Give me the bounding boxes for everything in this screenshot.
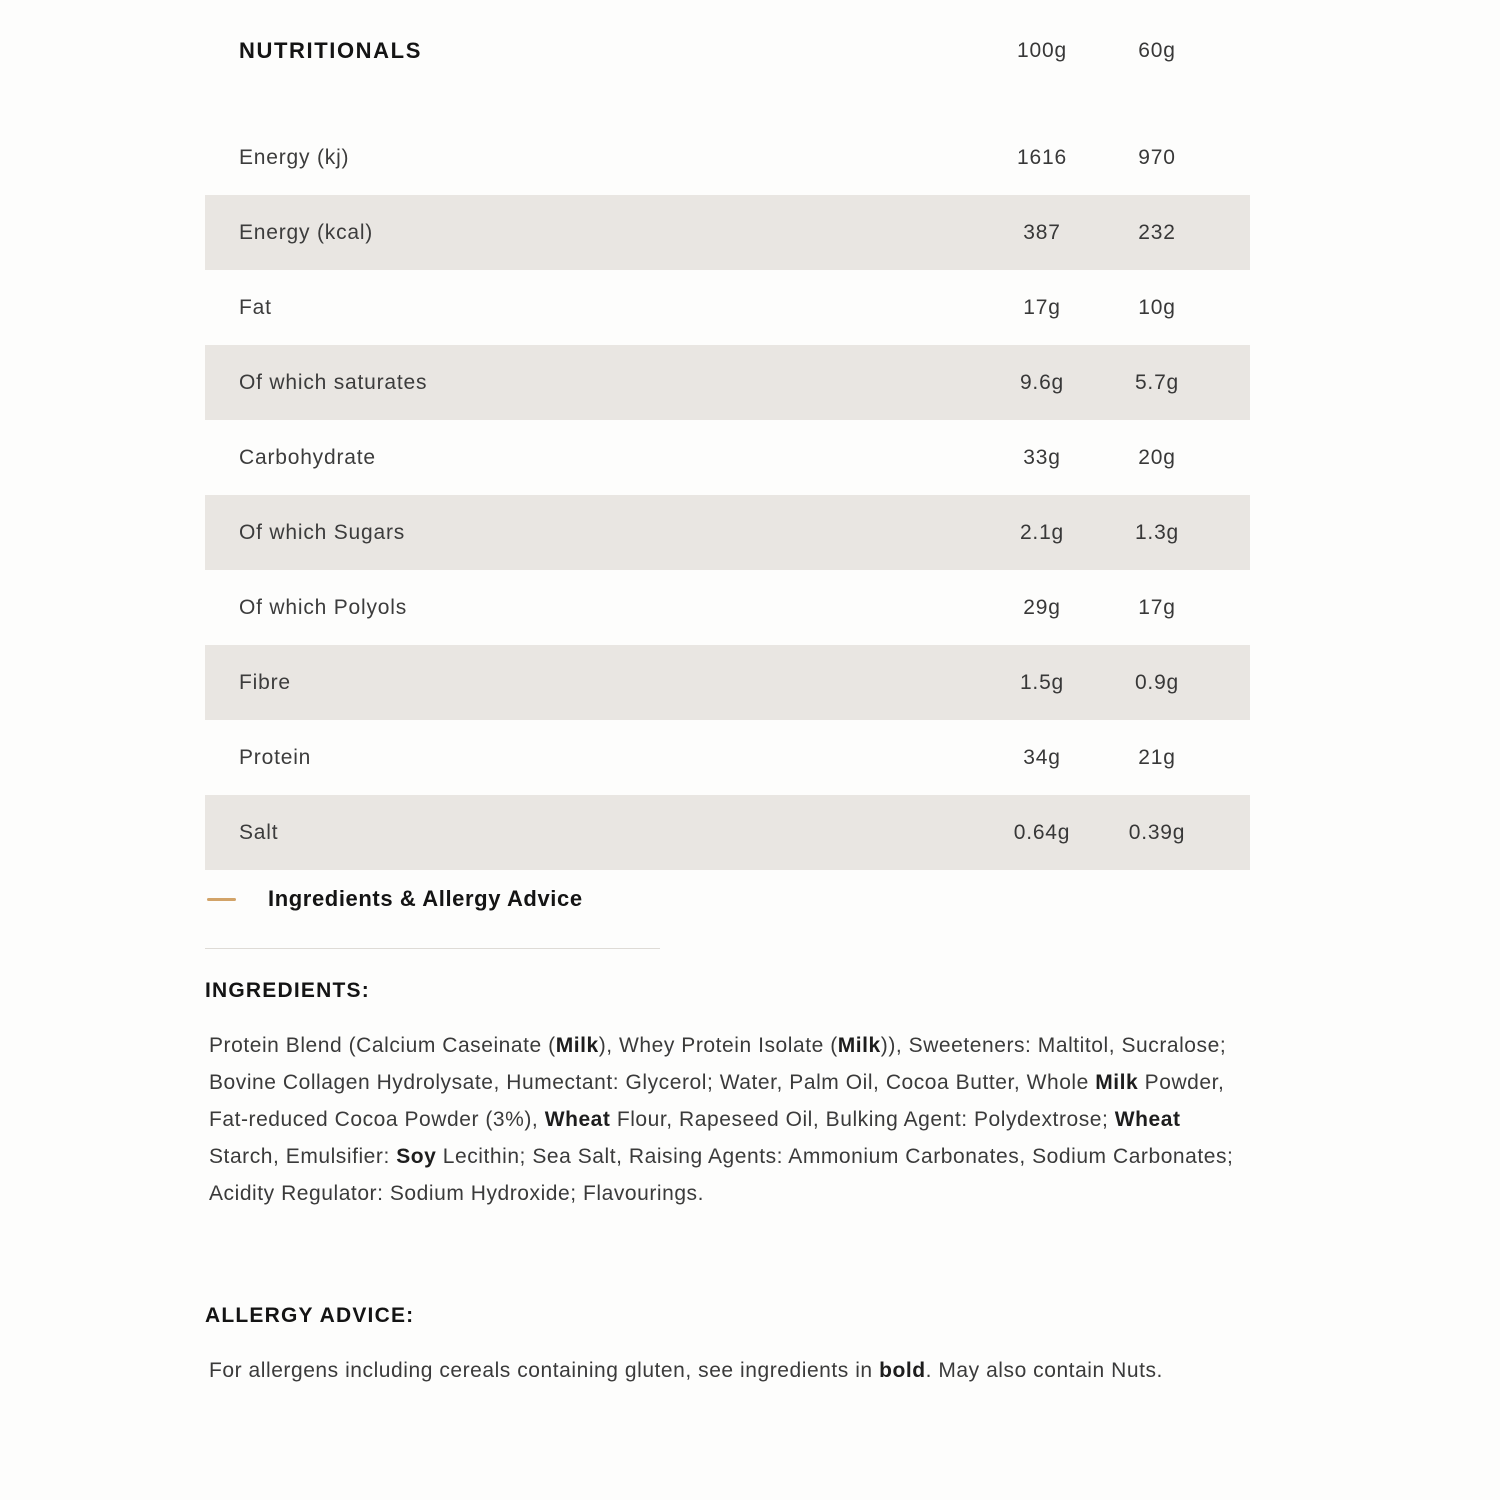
table-row bbox=[205, 195, 1250, 270]
table-row bbox=[205, 720, 1250, 795]
row-value-60g: 1.3g bbox=[1134, 520, 1180, 544]
row-label: Fibre bbox=[239, 670, 291, 694]
ingredients-accordion-header[interactable] bbox=[205, 878, 1250, 920]
table-row bbox=[205, 420, 1250, 495]
row-value-100g: 0.64g bbox=[1013, 820, 1071, 844]
ingredients-heading: INGREDIENTS: bbox=[205, 979, 370, 1002]
ingredients-text: Protein Blend (Calcium Caseinate (Milk), Whey Protein Isolate (Milk)), Sweeteners: Maltitol, Sucralose; Bovine Collagen Hydrolysate, Humectant: Glycerol; Water, Palm Oil, Cocoa Butter, Whole Milk Powder, Fat-reduced Cocoa Powder (3%), Wheat Flour, Rapeseed Oil, Bulking Agent: Polydextrose; Wheat Starch, Emulsifier: Soy Lecithin; Sea Salt, Raising Agents: Ammonium Carbonates, Sodium Carbonates; Acidity Regulator: Sodium Hydroxide; Flavourings. bbox=[209, 1034, 1234, 1205]
row-value-100g: 17g bbox=[1023, 295, 1061, 319]
row-value-100g: 1616 bbox=[1017, 145, 1067, 169]
accordion-label: Ingredients & Allergy Advice bbox=[268, 886, 583, 911]
row-value-60g: 17g bbox=[1138, 595, 1176, 619]
row-value-100g: 1.5g bbox=[1019, 670, 1065, 694]
row-label: Fat bbox=[239, 295, 272, 319]
table-header-row bbox=[205, 36, 1250, 66]
row-value-60g: 0.9g bbox=[1134, 670, 1180, 694]
table-row bbox=[205, 495, 1250, 570]
row-label: Energy (kcal) bbox=[239, 220, 374, 244]
section-divider bbox=[205, 948, 660, 949]
table-row bbox=[205, 345, 1250, 420]
row-label: Protein bbox=[239, 745, 312, 769]
row-value-100g: 2.1g bbox=[1019, 520, 1065, 544]
row-value-60g: 970 bbox=[1138, 145, 1176, 169]
row-value-100g: 9.6g bbox=[1019, 370, 1065, 394]
table-body bbox=[205, 120, 1250, 870]
row-label: Of which Polyols bbox=[239, 595, 408, 619]
row-label: Carbohydrate bbox=[239, 445, 376, 469]
row-value-60g: 10g bbox=[1138, 295, 1176, 319]
row-value-100g: 33g bbox=[1023, 445, 1061, 469]
table-row bbox=[205, 570, 1250, 645]
row-value-100g: 387 bbox=[1023, 220, 1061, 244]
row-value-60g: 20g bbox=[1138, 445, 1176, 469]
allergy-advice-heading: ALLERGY ADVICE: bbox=[205, 1304, 415, 1327]
table-row bbox=[205, 645, 1250, 720]
table-title: NUTRITIONALS bbox=[239, 38, 422, 63]
row-label: Of which Sugars bbox=[239, 520, 406, 544]
row-label: Of which saturates bbox=[239, 370, 428, 394]
nutritionals-table bbox=[205, 0, 1250, 870]
row-value-100g: 34g bbox=[1023, 745, 1061, 769]
row-value-60g: 5.7g bbox=[1134, 370, 1180, 394]
column-header-100g: 100g bbox=[1017, 39, 1067, 62]
column-header-60g: 60g bbox=[1138, 39, 1176, 62]
table-row bbox=[205, 120, 1250, 195]
row-label: Salt bbox=[239, 820, 279, 844]
row-value-100g: 29g bbox=[1023, 595, 1061, 619]
row-value-60g: 232 bbox=[1138, 220, 1176, 244]
accordion-dash-icon bbox=[207, 898, 236, 901]
row-value-60g: 21g bbox=[1138, 745, 1176, 769]
row-label: Energy (kj) bbox=[239, 145, 350, 169]
allergy-advice-text: For allergens including cereals containing gluten, see ingredients in bold. May also contain Nuts. bbox=[209, 1359, 1163, 1382]
table-row bbox=[205, 795, 1250, 870]
row-value-60g: 0.39g bbox=[1128, 820, 1186, 844]
content-column bbox=[205, 0, 1250, 1389]
table-row bbox=[205, 270, 1250, 345]
